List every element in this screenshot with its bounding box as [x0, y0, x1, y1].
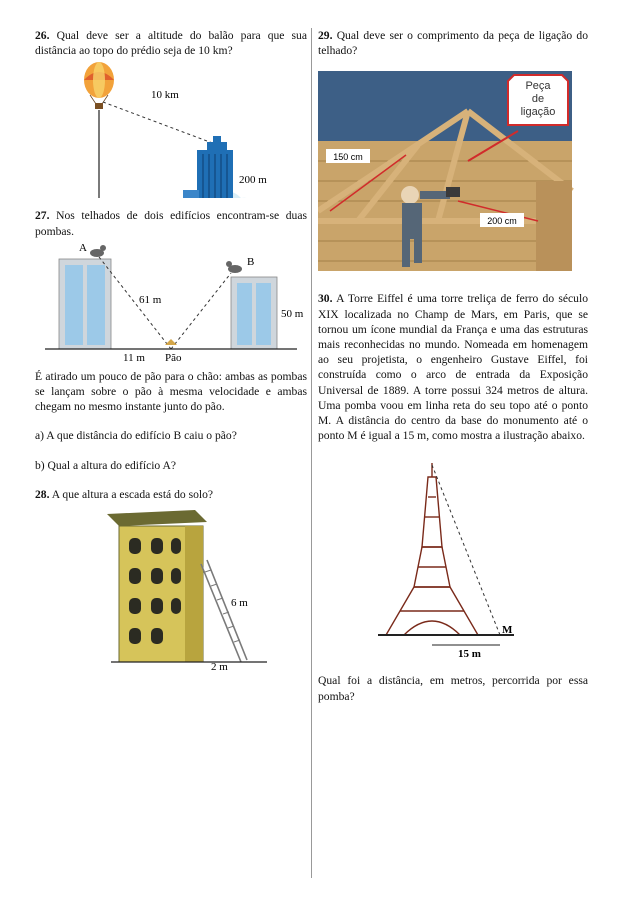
- column-divider: [311, 28, 312, 878]
- q27-after: É atirado um pouco de pão para o chão: ambas as pombas se lançam sobre o pão à mesma velocidade e ambas chegam no mesmo instante junto do pão.: [35, 369, 307, 414]
- building-icon: [183, 136, 251, 198]
- label-b: B: [247, 255, 255, 268]
- eiffel-tower-icon: [386, 463, 478, 635]
- q26-balloon-figure: [35, 58, 307, 198]
- tower-building-icon: [107, 510, 207, 662]
- q27-number: 27.: [35, 209, 50, 223]
- callout-line-1: Peça: [525, 80, 551, 93]
- point-m-label: M: [502, 624, 513, 637]
- q26-statement: Qual deve ser a altitude do balão para que sua distância ao topo do prédio seja de 10 km?: [35, 29, 307, 58]
- right-column: [318, 28, 588, 704]
- q28-statement: A que altura a escada está do solo?: [51, 487, 214, 501]
- balloon-icon: [84, 62, 114, 109]
- q27-statement: Nos telhados de dois edifícios encontram-se duas pombas.: [35, 209, 307, 238]
- q27-dist-label: 61 m: [139, 293, 162, 306]
- q30-dist-label: 15 m: [458, 648, 481, 661]
- bread-icon: [165, 339, 177, 345]
- q29-roof-figure: [318, 71, 588, 281]
- q30-number: 30.: [318, 292, 333, 306]
- q27-pigeons-figure: [35, 239, 307, 363]
- q27-text: [35, 208, 307, 238]
- q27-ground-label: 11 m: [123, 351, 145, 363]
- label-a: A: [79, 241, 87, 254]
- q27-qb: b) Qual a altura do edifício A?: [35, 458, 177, 472]
- pigeon-icon: [90, 245, 242, 273]
- building-a-icon: [59, 259, 111, 349]
- q28-ladder-figure: [35, 502, 307, 672]
- q28-base-label: 2 m: [211, 661, 228, 673]
- callout-line-3: ligação: [520, 106, 556, 119]
- left-column: [35, 28, 307, 672]
- q26-text: [35, 28, 307, 58]
- q28-ladder-label: 6 m: [231, 597, 248, 610]
- q27-bread-label: Pão: [165, 351, 182, 363]
- q30-question: Qual foi a distância, em metros, percorrida por essa pomba?: [318, 674, 588, 703]
- q30-text: [318, 291, 588, 443]
- ladder-icon: [201, 560, 247, 662]
- q29-bottom-length: 200 cm: [487, 216, 517, 227]
- q26-hyp-label: 10 km: [151, 89, 179, 102]
- q26-height-label: 200 m: [239, 174, 267, 187]
- callout-line-2: de: [531, 93, 545, 106]
- building-b-icon: [231, 277, 277, 349]
- q29-number: 29.: [318, 29, 333, 42]
- q28-text: [35, 487, 307, 502]
- q30-statement: A Torre Eiffel é uma torre treliça de ferro do século XIX localizada no Champ de Mars, em Paris, que se tornou um ícone mundial da França e uma das estruturas mais reconhecidas no mundo. Nomeada em homenagem ao seu projetista, o engenheiro Gustave Eiffel, foi construída como o arco de entrada da Exposição Universal de 1889. A torre possui 324 metros de altura. Uma pomba voou em linha reta do seu topo até o ponto M. A distância do centro da base do monumento até o ponto M é igual a 15 m, como mostra a ilustração abaixo.: [318, 292, 588, 443]
- q27-qa: a) A que distância do edifício B caiu o pão?: [35, 429, 237, 443]
- q29-left-length: 150 cm: [333, 152, 363, 163]
- q27-height-label: 50 m: [281, 307, 304, 320]
- q28-number: 28.: [35, 487, 50, 501]
- q29-statement: Qual deve ser o comprimento da peça de ligação do telhado?: [318, 29, 588, 58]
- q30-eiffel-figure: [318, 457, 588, 667]
- q26-number: 26.: [35, 29, 50, 42]
- q29-text: [318, 28, 588, 58]
